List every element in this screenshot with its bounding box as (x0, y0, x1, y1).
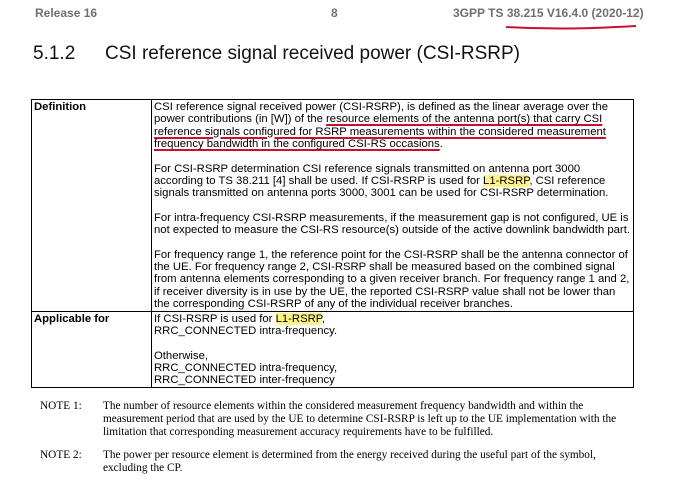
def-p1-text-a: CSI reference signal received power (CSI-RSRP), is defined as the linear average over the power contributions (in [W]) of the (154, 101, 608, 126)
def-p2-text-b: , CSI reference signals transmitted on antenna ports 3000, 3001 can be used for CSI-RSRP determination. (154, 175, 609, 200)
def-p2-highlight: L1-RSRP (483, 175, 530, 188)
definition-body (152, 100, 634, 312)
definition-paragraph-1 (154, 101, 631, 151)
note-2-text: The power per resource element is determined from the energy received during the useful part of the symbol, excluding the CP. (103, 449, 596, 474)
note-1-label: NOTE 1: (40, 400, 82, 412)
note-2 (40, 449, 640, 475)
header-spec-prefix: 3GPP TS (453, 6, 507, 20)
definition-row (32, 100, 634, 312)
header-page-number: 8 (331, 6, 338, 20)
definition-table (31, 99, 634, 388)
applicable-line-1 (154, 313, 631, 325)
applicable-spacer (154, 338, 631, 350)
header-spec (453, 6, 644, 20)
app-l1-highlight: L1-RSRP (275, 312, 322, 325)
def-p1-text-c: . (439, 138, 443, 151)
applicable-label: Applicable for (32, 311, 152, 387)
header-red-underline-mark (506, 26, 636, 29)
section-heading (33, 43, 520, 65)
note-1-text: The number of resource elements within the considered measurement frequency bandwidth and within the measurement period that are used by the UE to determine CSI-RSRP is left up to the UE implementation with the limitation that corresponding measurement accuracy requirements have to be fulfilled. (103, 400, 617, 438)
app-l1-text-b: , (321, 312, 325, 325)
def-p2-text-a: For CSI-RSRP determination CSI reference signals transmitted on antenna port 3000 according to TS 38.211 [4] shall be used. If CSI-RSRP is used for (154, 162, 581, 188)
applicable-line-3: Otherwise, (154, 349, 208, 362)
definition-paragraph-3: For intra-frequency CSI-RSRP measurements, if the measurement gap is not configured, UE is not expected to measure the CSI-RS resource(s) outside of the active downlink bandwidth part. (154, 211, 630, 237)
header-release: Release 16 (35, 6, 98, 20)
definition-label: Definition (32, 100, 152, 312)
header-spec-id: 38.215 V16.4.0 (2020-12) (506, 6, 644, 20)
note-2-label: NOTE 2: (40, 449, 82, 461)
applicable-body (152, 311, 634, 387)
app-l1-text-a: If CSI-RSRP is used for (154, 312, 276, 325)
section-title: CSI reference signal received power (CSI-RSRP) (105, 43, 520, 64)
applicable-line-2: RRC_CONNECTED intra-frequency. (154, 325, 338, 338)
def-p1-underlined-text: resource elements of the antenna port(s) that carry CSI reference signals configured for RSRP measurements within the considered measurement frequency bandwidth in the configured CSI-RS occasions (154, 113, 606, 151)
applicable-line-5: RRC_CONNECTED inter-frequency (154, 374, 335, 387)
section-number: 5.1.2 (33, 43, 76, 64)
notes-section (40, 400, 640, 485)
note-1 (40, 400, 640, 439)
applicable-line-4: RRC_CONNECTED intra-frequency, (154, 361, 338, 374)
definition-paragraph-2 (154, 163, 631, 200)
definition-paragraph-4: For frequency range 1, the reference point for the CSI-RSRP shall be the antenna connector of the UE. For frequency range 2, CSI-RSRP shall be measured based on the combined signal from antenna elements corresponding to a given receiver branch. For frequency range 1 and 2, if receiver diversity is in use by the UE, the reported CSI-RSRP value shall not be lower than the corresponding CSI-RSRP of any of the individual receiver branches. (154, 248, 630, 311)
applicable-row (32, 311, 634, 387)
